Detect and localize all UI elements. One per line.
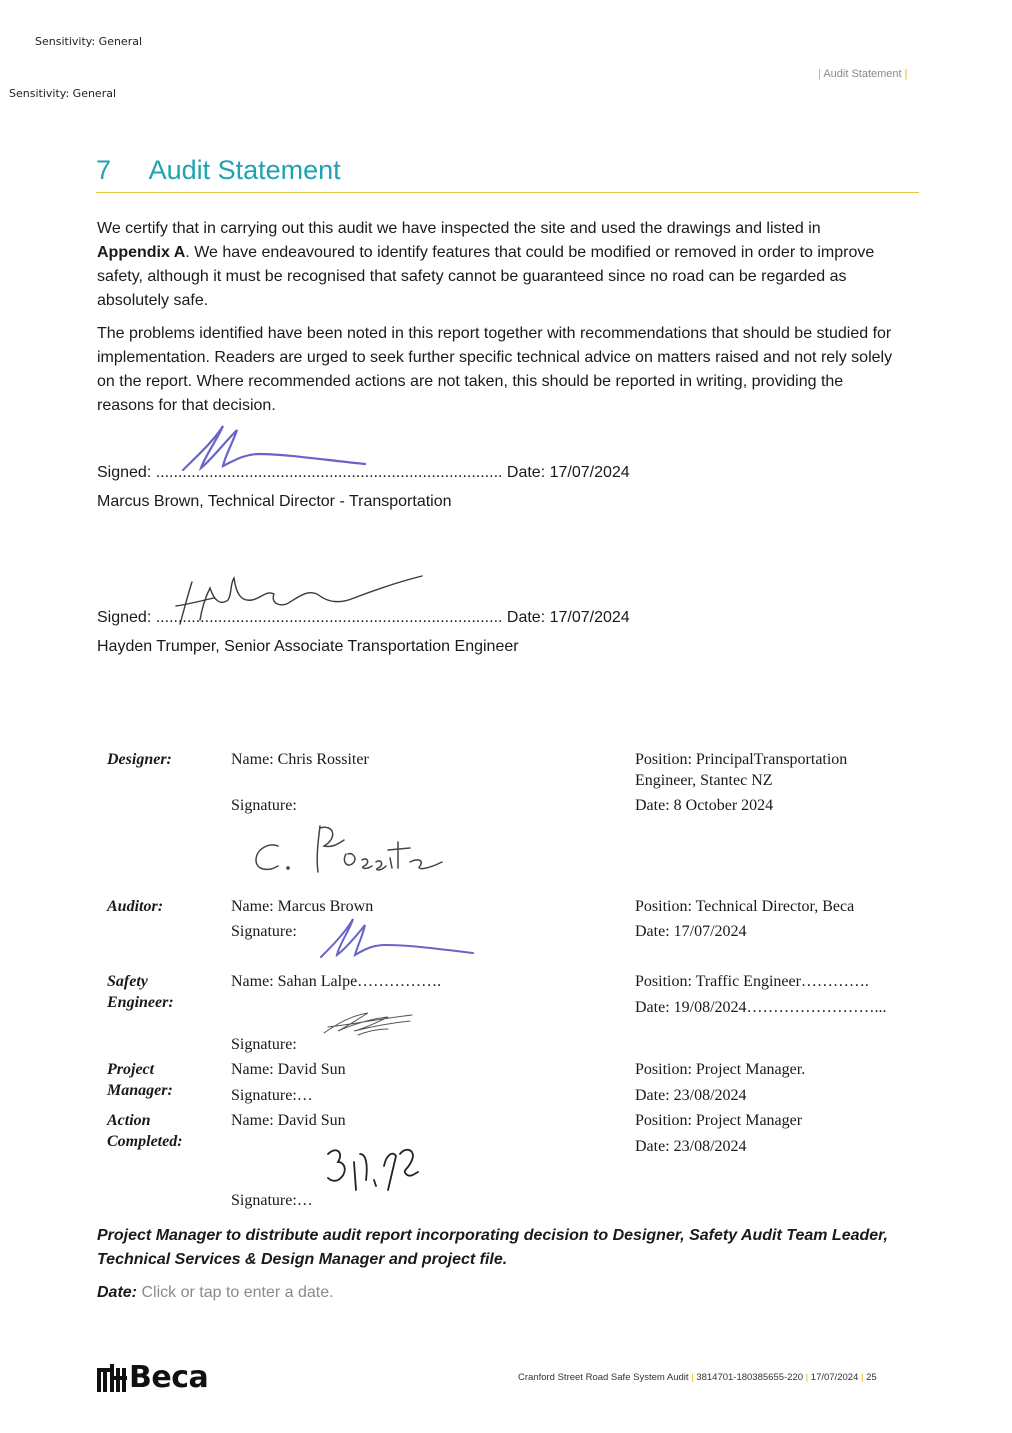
action-date: Date: 23/08/2024 bbox=[635, 1138, 747, 1155]
role-project-manager-1: Project bbox=[107, 1061, 155, 1078]
role-action-completed-2: Completed: bbox=[107, 1133, 183, 1150]
signatory-name-1: Marcus Brown, Technical Director - Transportation bbox=[97, 493, 452, 510]
pm-date: Date: 23/08/2024 bbox=[635, 1087, 747, 1104]
page-number: 25 bbox=[866, 1372, 877, 1383]
role-designer: Designer: bbox=[107, 751, 172, 768]
beca-logo-mark-icon bbox=[97, 1364, 127, 1392]
sign-date-1: Date: 17/07/2024 bbox=[506, 464, 630, 481]
signature-auditor bbox=[315, 915, 480, 963]
beca-logo-text: Beca bbox=[129, 1360, 209, 1395]
sign-date-2: Date: 17/07/2024 bbox=[506, 609, 630, 626]
date-prompt bbox=[97, 1284, 334, 1302]
sensitivity-label: Sensitivity: General bbox=[35, 35, 143, 48]
sign-line-2: Signed: .............................................................................. Date: 17/07/2024 bbox=[97, 609, 630, 626]
action-signature-label: Signature:… bbox=[231, 1192, 313, 1209]
safety-engineer-signature-label: Signature: bbox=[231, 1036, 297, 1053]
heading-rule bbox=[96, 192, 919, 193]
role-auditor: Auditor: bbox=[107, 898, 164, 915]
role-safety-engineer-1: Safety bbox=[107, 973, 148, 990]
section-heading bbox=[96, 155, 341, 186]
pm-position: Position: Project Manager. bbox=[635, 1061, 806, 1078]
pm-name: Name: David Sun bbox=[231, 1061, 346, 1078]
safety-engineer-position: Position: Traffic Engineer…………. bbox=[635, 973, 869, 990]
designer-signature-label: Signature: bbox=[231, 797, 297, 814]
designer-name: Name: Chris Rossiter bbox=[231, 751, 369, 768]
safety-engineer-date: Date: 19/08/2024……………………... bbox=[635, 999, 887, 1016]
header-tag-text: Audit Statement bbox=[823, 68, 902, 80]
date-input[interactable]: Click or tap to enter a date. bbox=[141, 1284, 334, 1301]
role-safety-engineer-2: Engineer: bbox=[107, 994, 174, 1011]
signature-david-sun bbox=[320, 1140, 420, 1200]
appendix-ref: Appendix A bbox=[97, 244, 186, 261]
sensitivity-label-2: Sensitivity: General bbox=[9, 87, 117, 100]
section-title: Audit Statement bbox=[148, 155, 341, 185]
date-prompt-label: Date: bbox=[97, 1284, 138, 1301]
paragraph-problems: The problems identified have been noted in this report together with recommendations that should be studied for implementation. Readers are urged to seek further specific technical advice on matters raised and not rely solely on the report. Where recommended actions are not taken, this should be reported in writing, providing the reasons for that decision. bbox=[97, 325, 893, 414]
auditor-date: Date: 17/07/2024 bbox=[635, 923, 747, 940]
auditor-signature-label: Signature: bbox=[231, 923, 297, 940]
action-position: Position: Project Manager bbox=[635, 1112, 803, 1129]
sign-line-1: Signed: .............................................................................. Date: 17/07/2024 bbox=[97, 464, 630, 481]
safety-engineer-name: Name: Sahan Lalpe……………. bbox=[231, 973, 442, 990]
distribution-note: Project Manager to distribute audit report incorporating decision to Designer, Safety Audit Team Leader, Technical Services & Design Manager and project file. bbox=[97, 1227, 888, 1268]
role-project-manager-2: Manager: bbox=[107, 1082, 173, 1099]
signature-chris-rossiter bbox=[248, 818, 448, 880]
auditor-position: Position: Technical Director, Beca bbox=[635, 898, 855, 915]
beca-logo bbox=[97, 1360, 208, 1395]
designer-date: Date: 8 October 2024 bbox=[635, 797, 774, 814]
paragraph-certify: We certify that in carrying out this audit we have inspected the site and used the drawings and listed in Appendix A. We have endeavoured to identify features that could be modified or removed in order to improve safety, although it must be recognised that safety cannot be guaranteed since no road can be regarded as absolutely safe. bbox=[97, 220, 875, 309]
footer-info: Cranford Street Road Safe System Audit | 3814701-180385655-220 | 17/07/2024 | 25 bbox=[518, 1372, 877, 1383]
designer-position-1: Position: PrincipalTransportation bbox=[635, 751, 848, 768]
auditor-name: Name: Marcus Brown bbox=[231, 898, 374, 915]
signature-sahan-lalpe bbox=[318, 1005, 418, 1040]
action-name: Name: David Sun bbox=[231, 1112, 346, 1129]
section-number: 7 bbox=[96, 155, 112, 185]
signatory-name-2: Hayden Trumper, Senior Associate Transportation Engineer bbox=[97, 638, 519, 655]
pm-signature-label: Signature:… bbox=[231, 1087, 313, 1104]
designer-position-2: Engineer, Stantec NZ bbox=[635, 772, 773, 789]
role-action-completed-1: Action bbox=[107, 1112, 151, 1129]
header-section-tag: | Audit Statement | bbox=[818, 68, 908, 80]
